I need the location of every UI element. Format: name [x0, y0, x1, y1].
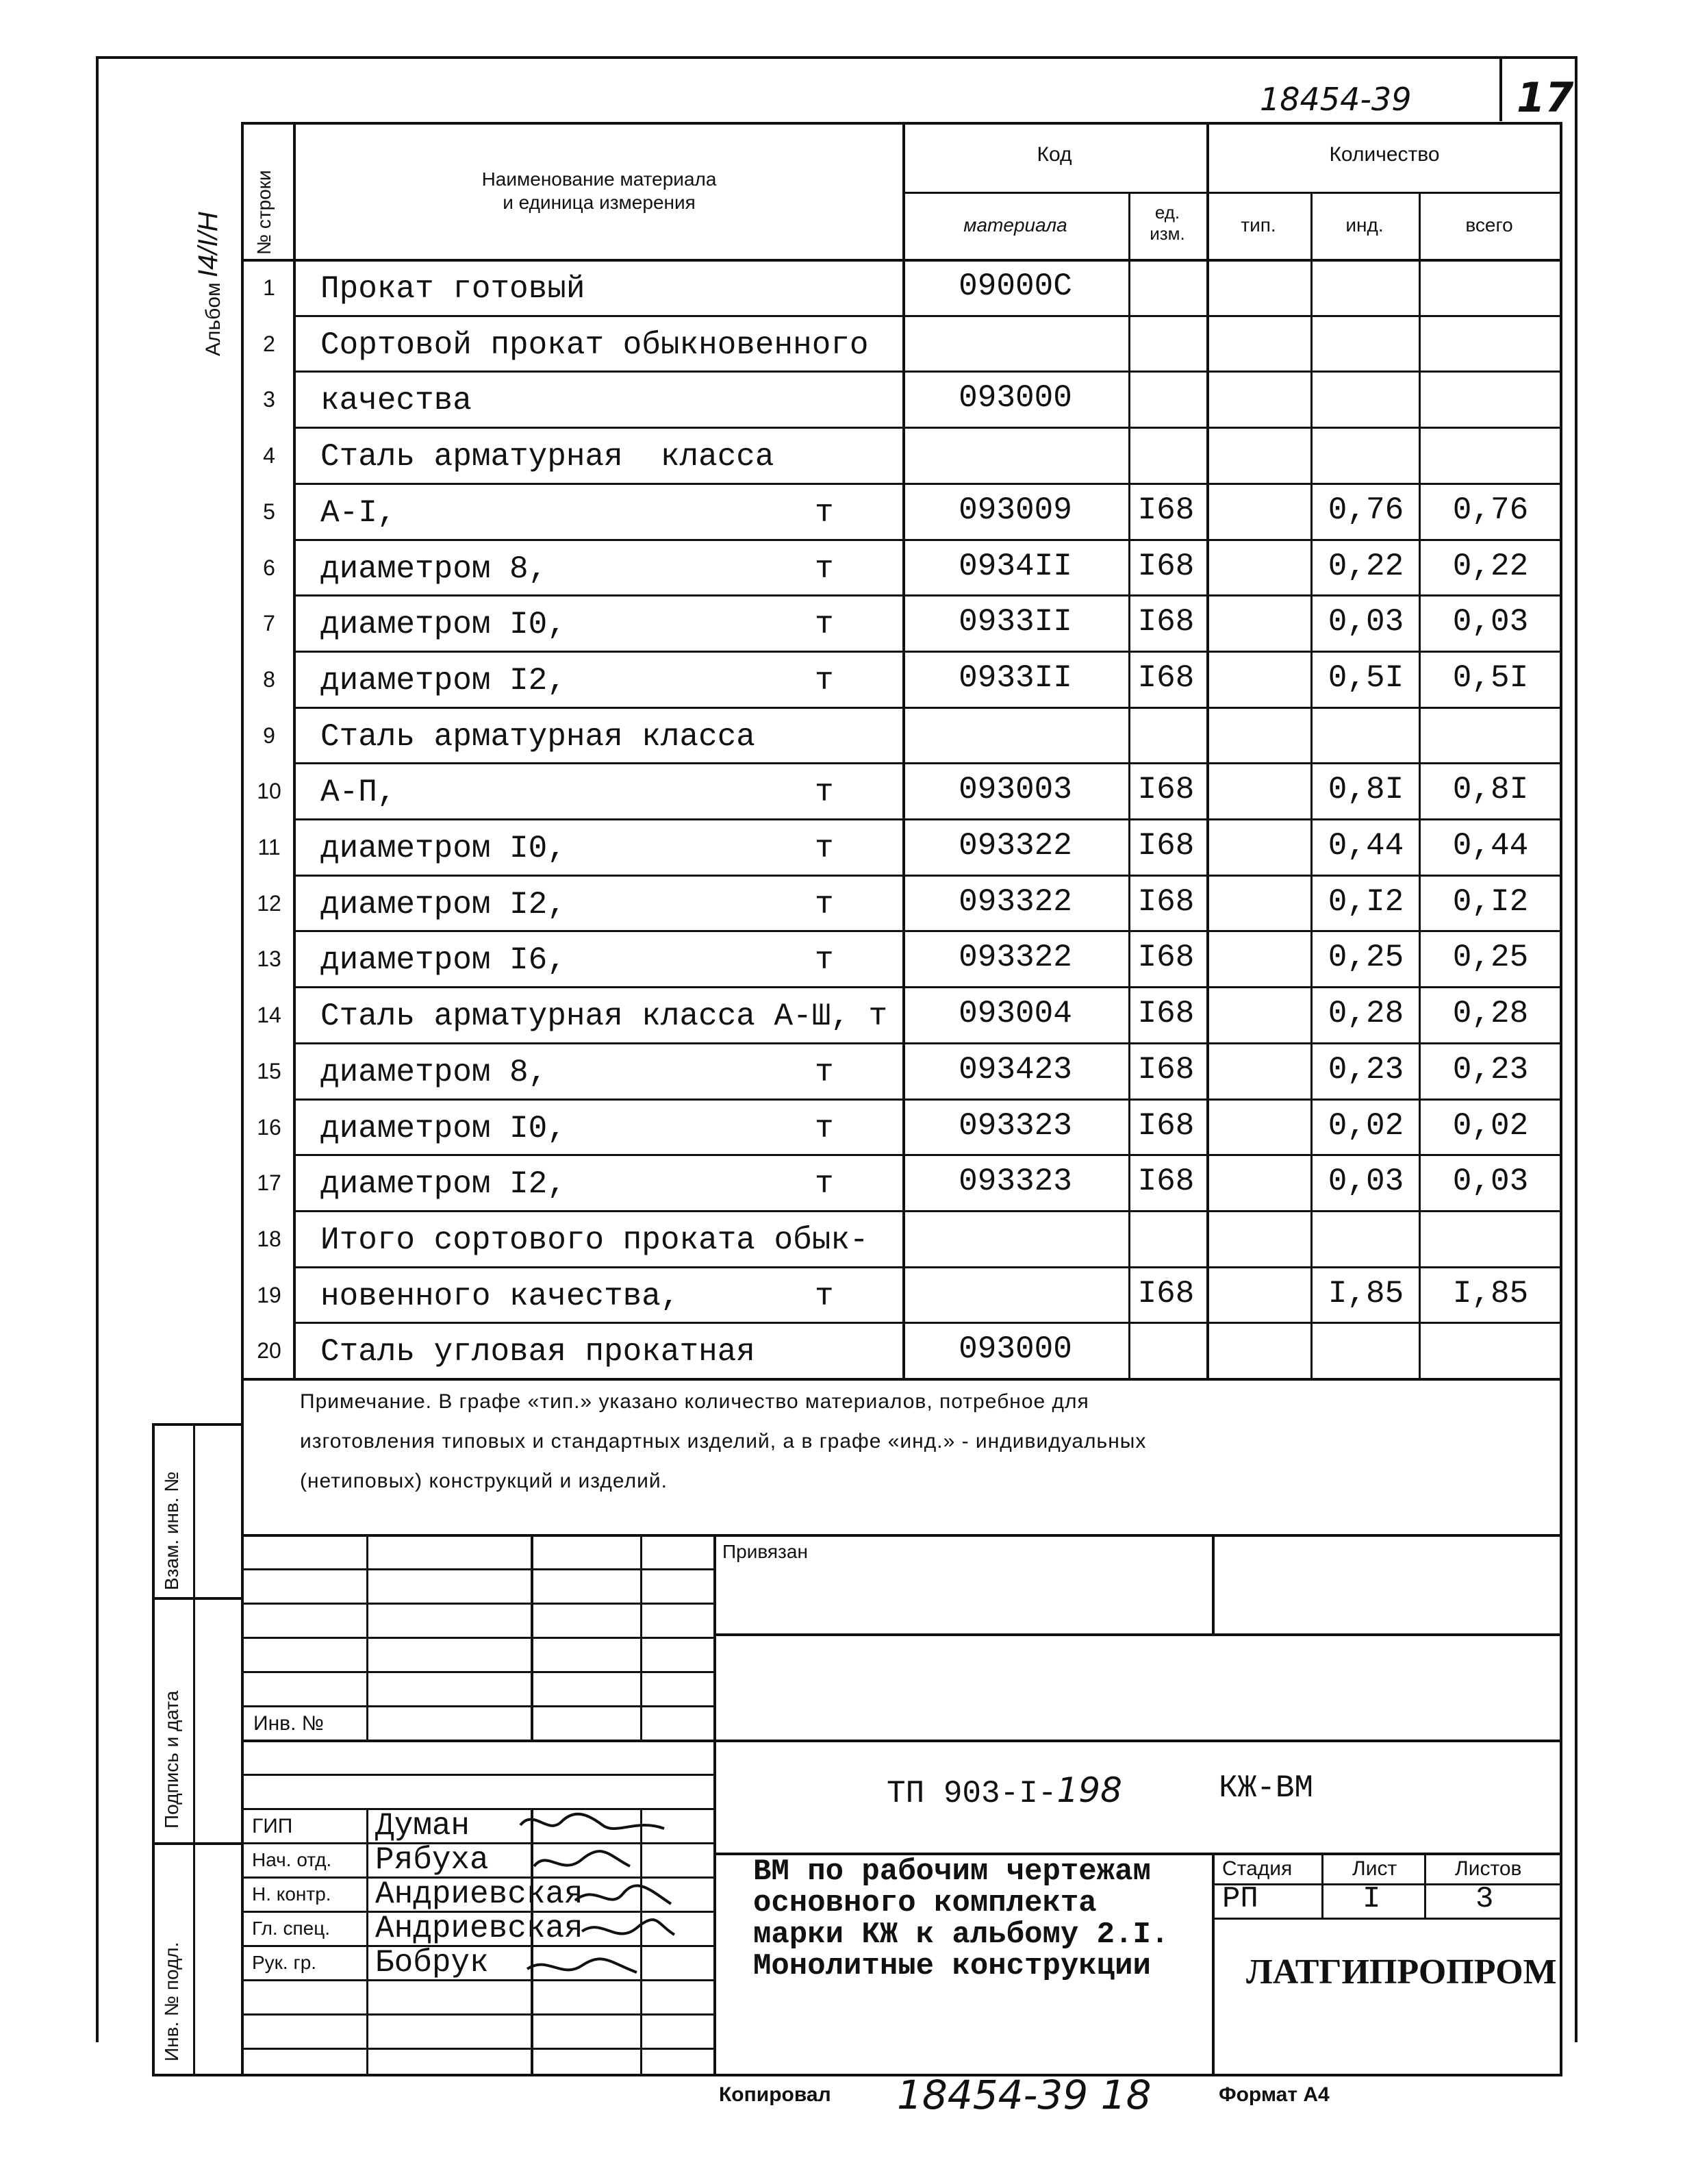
- table-top: [241, 122, 1562, 125]
- col-code: Код: [1037, 143, 1072, 166]
- row-number: 19: [257, 1282, 281, 1307]
- side-vzam: Взам. инв. №: [161, 1471, 182, 1590]
- row-divider: [293, 1322, 1560, 1324]
- tb-l7: [241, 1774, 713, 1776]
- name-ruk-gr: Бобрук: [375, 1945, 489, 1981]
- sheets-label: Листов: [1455, 1857, 1522, 1880]
- tb-l1: [241, 1568, 713, 1570]
- tb-l15: [241, 2048, 713, 2050]
- row-unit: т: [815, 1110, 834, 1146]
- row-number: 9: [263, 723, 275, 748]
- row-text: Прокат готовый: [320, 271, 585, 307]
- row-qty-total: 0,03: [1452, 1164, 1529, 1200]
- row-text: Сталь арматурная класса А-Ш, т: [320, 999, 888, 1035]
- row-text: Сталь арматурная класса: [320, 718, 755, 755]
- sheet-value: I: [1363, 1882, 1381, 1916]
- tb-stage-v2: [1424, 1853, 1426, 1918]
- row-qty-ind: 0,23: [1328, 1051, 1404, 1088]
- row-code: 093009: [959, 492, 1072, 528]
- row-divider: [293, 483, 1560, 485]
- row-number: 14: [257, 1003, 281, 1028]
- row-divider: [293, 707, 1560, 709]
- row-unit: т: [815, 662, 834, 699]
- rownum-divider: [293, 122, 296, 1378]
- row-measure: I68: [1137, 883, 1195, 920]
- row-text: Сталь арматурная класса: [320, 439, 774, 475]
- row-number: 13: [257, 946, 281, 972]
- row-qty-ind: 0,28: [1328, 996, 1404, 1032]
- col-name: Наименование материала и единица измерения: [481, 168, 717, 213]
- row-divider: [293, 930, 1560, 932]
- row-unit: т: [815, 831, 834, 866]
- header-bottom: [241, 259, 1562, 262]
- note-line-3: (нетиповых) конструкций и изделий.: [300, 1470, 668, 1492]
- row-divider: [293, 315, 1560, 317]
- tb-stage-div: [1212, 1853, 1215, 2074]
- qty-sub-line: [1206, 192, 1562, 194]
- row-unit: т: [815, 1054, 834, 1090]
- sheet-label: Лист: [1352, 1857, 1397, 1880]
- tb-l5: [241, 1705, 713, 1707]
- row-number: 16: [257, 1114, 281, 1140]
- row-measure: I68: [1137, 492, 1195, 528]
- project-code-hand: 198: [1056, 1770, 1122, 1810]
- row-code: 093000: [959, 380, 1072, 416]
- name-gip: Думан: [375, 1808, 470, 1844]
- row-qty-total: 0,03: [1452, 604, 1529, 640]
- row-number: 20: [257, 1338, 281, 1364]
- row-qty-ind: I,85: [1328, 1275, 1404, 1311]
- row-code: 0933II: [959, 604, 1072, 640]
- row-divider: [293, 818, 1560, 820]
- row-qty-ind: 0,22: [1328, 548, 1404, 584]
- row-code: 093000: [959, 1331, 1072, 1368]
- row-code: 0933II: [959, 660, 1072, 696]
- role-ruk-gr: Рук. гр.: [252, 1952, 317, 1973]
- row-text: Итого сортового проката обык-: [320, 1222, 869, 1258]
- row-code: 09000C: [959, 268, 1072, 304]
- col-qty-typ: тип.: [1241, 214, 1276, 236]
- row-unit: т: [815, 494, 834, 531]
- row-number: 8: [263, 666, 275, 692]
- format-label: Формат А4: [1219, 2083, 1330, 2106]
- tb-top: [241, 1534, 1562, 1537]
- tb-stage-v1: [1321, 1853, 1323, 1918]
- row-qty-total: 0,23: [1452, 1051, 1529, 1088]
- row-qty-total: 0,25: [1452, 940, 1529, 976]
- row-code: 093322: [959, 883, 1072, 920]
- row-number: 10: [257, 779, 281, 804]
- table-bottom: [241, 1378, 1562, 1381]
- row-qty-ind: 0,44: [1328, 828, 1404, 864]
- row-text: Сталь угловая прокатная: [320, 1334, 755, 1370]
- side-div-1: [152, 1597, 241, 1600]
- row-unit: т: [815, 1278, 834, 1314]
- row-qty-ind: 0,8I: [1328, 772, 1404, 808]
- mark: КЖ-ВМ: [1219, 1770, 1314, 1806]
- tb-stage-h1: [1212, 1883, 1562, 1885]
- row-divider: [293, 1154, 1560, 1156]
- role-gip: ГИП: [252, 1815, 293, 1837]
- role-gl-spec: Гл. спец.: [252, 1918, 331, 1939]
- side-bottom: [152, 2074, 241, 2076]
- doc-number: 18454-39: [1260, 81, 1412, 118]
- row-unit: т: [815, 886, 834, 922]
- row-divider: [293, 1210, 1560, 1212]
- row-text: диаметром I0,: [320, 831, 566, 866]
- tb-l4: [241, 1671, 713, 1673]
- row-qty-ind: 0,5I: [1328, 660, 1404, 696]
- row-divider: [293, 1042, 1560, 1044]
- row-number: 18: [257, 1226, 281, 1251]
- row-code: 093323: [959, 1164, 1072, 1200]
- tb-l2: [241, 1603, 713, 1605]
- tb-v1b: [366, 1808, 368, 2074]
- row-qty-total: 0,28: [1452, 996, 1529, 1032]
- row-number: 1: [263, 275, 275, 300]
- row-divider: [293, 539, 1560, 541]
- row-measure: I68: [1137, 772, 1195, 808]
- row-unit: т: [815, 775, 834, 811]
- stage-value: РП: [1222, 1882, 1258, 1916]
- project-code: [887, 1770, 1122, 1811]
- tb-v2a: [531, 1534, 533, 1740]
- description-line-2: основного комплекта: [753, 1886, 1097, 1920]
- row-text: диаметром I2,: [320, 886, 566, 922]
- row-divider: [293, 427, 1560, 429]
- sheets-value: 3: [1475, 1882, 1494, 1916]
- row-qty-total: 0,5I: [1452, 660, 1529, 696]
- row-qty-ind: 0,03: [1328, 604, 1404, 640]
- frame-left: [96, 56, 99, 2042]
- role-n-kontr: Н. контр.: [252, 1883, 331, 1905]
- row-number: 15: [257, 1058, 281, 1083]
- row-measure: I68: [1137, 1107, 1195, 1144]
- row-qty-ind: 0,I2: [1328, 883, 1404, 920]
- tb-stage-h2: [1212, 1918, 1562, 1920]
- description-line-1: ВМ по рабочим чертежам: [753, 1855, 1151, 1889]
- col-row-no: № строки: [253, 170, 275, 255]
- row-measure: I68: [1137, 660, 1195, 696]
- row-measure: I68: [1137, 828, 1195, 864]
- tb-v1a: [366, 1534, 368, 1740]
- row-text: диаметром 8,: [320, 551, 548, 587]
- row-unit: т: [815, 551, 834, 587]
- row-number: 11: [257, 835, 281, 859]
- name-nach-otd: Рябуха: [375, 1842, 489, 1878]
- privyazan-label: Привязан: [722, 1541, 808, 1562]
- row-qty-total: 0,8I: [1452, 772, 1529, 808]
- row-qty-total: 0,22: [1452, 548, 1529, 584]
- name-n-kontr: Андриевская: [375, 1877, 583, 1912]
- row-measure: I68: [1137, 996, 1195, 1032]
- row-text: диаметром I2,: [320, 1166, 566, 1203]
- row-measure: I68: [1137, 940, 1195, 976]
- name-gl-spec: Андриевская: [375, 1911, 583, 1946]
- row-divider: [293, 371, 1560, 373]
- row-text: А-П,: [320, 775, 396, 811]
- tb-privyazan-div: [1212, 1534, 1215, 1633]
- col-code-unit: ед. изм.: [1150, 202, 1185, 244]
- col-qty-total: всего: [1465, 214, 1513, 236]
- col-qty-ind: инд.: [1345, 214, 1384, 236]
- stage-label: Стадия: [1222, 1857, 1293, 1880]
- sheet-number: 17: [1517, 74, 1574, 122]
- description-line-3: марки КЖ к альбому 2.I.: [753, 1918, 1169, 1952]
- row-divider: [293, 1266, 1560, 1268]
- row-measure: I68: [1137, 548, 1195, 584]
- row-code: 093004: [959, 996, 1072, 1032]
- copied-label: Копировал: [719, 2083, 831, 2106]
- tb-l14: [241, 2013, 713, 2016]
- tb-r1: [713, 1633, 1562, 1636]
- row-number: 5: [263, 499, 275, 524]
- row-number: 12: [257, 890, 281, 916]
- table-right: [1560, 122, 1562, 2074]
- tb-l3: [241, 1637, 713, 1639]
- description: [753, 1856, 1169, 1982]
- row-qty-ind: 0,76: [1328, 492, 1404, 528]
- row-text: диаметром 8,: [320, 1054, 548, 1090]
- note-line-1: Примечание. В графе «тип.» указано количество материалов, потребное для: [300, 1390, 1089, 1413]
- org-name: ЛАТГИПРОПРОМ: [1246, 1953, 1557, 1992]
- row-text: новенного качества,: [320, 1278, 680, 1314]
- row-measure: I68: [1137, 1051, 1195, 1088]
- side-div-2: [152, 1842, 241, 1845]
- row-qty-total: 0,02: [1452, 1107, 1529, 1144]
- row-qty-total: I,85: [1452, 1275, 1529, 1311]
- typ-divider: [1310, 192, 1313, 1378]
- side-inv: Инв. № подл.: [161, 1942, 182, 2061]
- side-top: [152, 1423, 241, 1426]
- side-left: [152, 1423, 155, 2074]
- col-qty: Количество: [1329, 143, 1440, 166]
- row-number: 2: [263, 331, 275, 356]
- row-divider: [293, 875, 1560, 877]
- row-number: 17: [257, 1170, 281, 1196]
- row-number: 3: [263, 387, 275, 412]
- row-unit: т: [815, 607, 834, 643]
- row-number: 4: [263, 443, 275, 468]
- tb-r2: [713, 1740, 1562, 1742]
- row-code: 0934II: [959, 548, 1072, 584]
- row-unit: т: [815, 1166, 834, 1203]
- row-divider: [293, 986, 1560, 988]
- tb-v3a: [640, 1534, 642, 1740]
- album-label: Альбом: [202, 282, 225, 356]
- tb-l6: [241, 1740, 713, 1742]
- copied-hand: 18454-39 18: [897, 2072, 1152, 2118]
- row-code: 093423: [959, 1051, 1072, 1088]
- row-text: диаметром I2,: [320, 662, 566, 699]
- row-qty-total: 0,76: [1452, 492, 1529, 528]
- inv-no-label: Инв. №: [253, 1712, 324, 1735]
- side-podpis: Подпись и дата: [161, 1690, 182, 1829]
- row-number: 6: [263, 555, 275, 580]
- album-value: I4/I/H: [193, 212, 223, 277]
- unit-divider: [1206, 122, 1209, 1378]
- row-code: 093322: [959, 940, 1072, 976]
- row-divider: [293, 651, 1560, 653]
- row-code: 093003: [959, 772, 1072, 808]
- side-mid: [193, 1423, 195, 2074]
- signature-scribbles: [507, 1801, 685, 1986]
- row-code: 093322: [959, 828, 1072, 864]
- frame-right: [1575, 56, 1577, 2042]
- col-code-material: материала: [963, 214, 1067, 236]
- row-qty-ind: 0,02: [1328, 1107, 1404, 1144]
- row-code: 093323: [959, 1107, 1072, 1144]
- row-qty-ind: 0,25: [1328, 940, 1404, 976]
- role-nach-otd: Нач. отд.: [252, 1849, 332, 1870]
- row-qty-ind: 0,03: [1328, 1164, 1404, 1200]
- row-text: диаметром I0,: [320, 607, 566, 643]
- row-text: А-I,: [320, 494, 396, 531]
- tb-main-divider: [713, 1534, 716, 2074]
- row-text: Сортовой прокат обыкновенного: [320, 327, 869, 363]
- code-sub-line: [902, 192, 1206, 194]
- row-divider: [293, 1099, 1560, 1101]
- table-left: [241, 122, 244, 2074]
- row-text: качества: [320, 383, 472, 419]
- project-code-text: ТП 903-I-: [887, 1776, 1057, 1811]
- row-text: диаметром I0,: [320, 1110, 566, 1146]
- row-divider: [293, 762, 1560, 764]
- row-qty-total: 0,I2: [1452, 883, 1529, 920]
- row-unit: т: [815, 942, 834, 979]
- description-line-4: Монолитные конструкции: [753, 1949, 1151, 1983]
- sheet-no-divider: [1499, 56, 1502, 121]
- row-measure: I68: [1137, 1164, 1195, 1200]
- row-text: диаметром I6,: [320, 942, 566, 979]
- row-measure: I68: [1137, 1275, 1195, 1311]
- frame-top: [96, 56, 1575, 59]
- note-line-2: изготовления типовых и стандартных изделий, а в графе «инд.» - индивидуальных: [300, 1430, 1147, 1453]
- row-measure: I68: [1137, 604, 1195, 640]
- row-divider: [293, 594, 1560, 597]
- row-number: 7: [263, 611, 275, 636]
- row-qty-total: 0,44: [1452, 828, 1529, 864]
